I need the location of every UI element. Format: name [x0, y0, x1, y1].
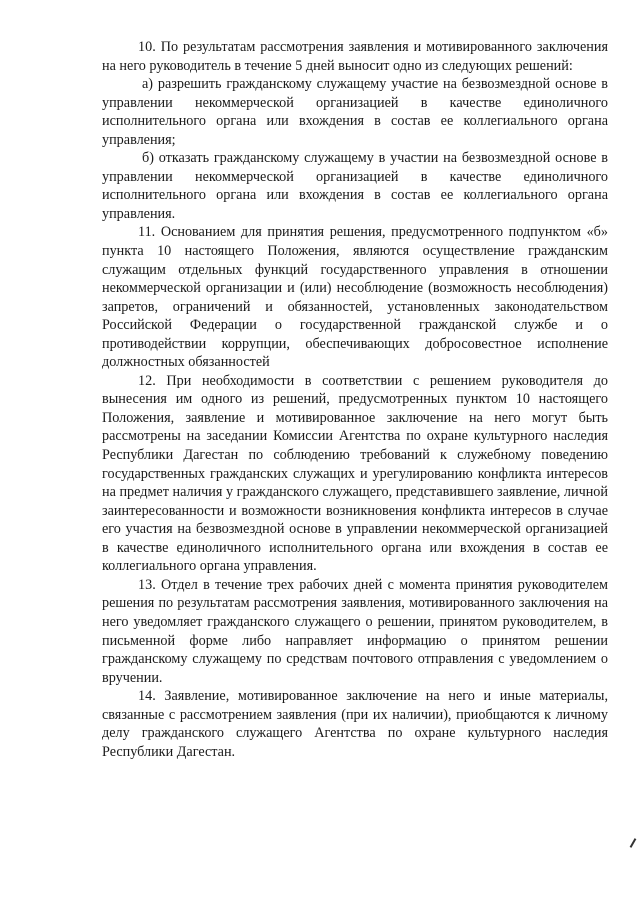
paragraph-12: 12. При необходимости в соответствии с решением руководителя до вынесения им одного из решений, предусмотренных пунктом 10 настоящего Положения, заявление и мотивированное заключение на него могут быть рассмотрены на заседании Комиссии Агентства по охране культурного наследия Республики Дагестан по соблюдению требований к служебному поведению государственных гражданских служащих и урегулированию конфликта интересов на предмет наличия у гражданского служащего, представившего заявление, личной заинтересованности и возможности возникновения конфликта интересов в случае его участия на безвозмездной основе в управлении некоммерческой организацией в качестве единоличного исполнительного органа или вхождения в состав ее коллегиального органа управления.	[102, 372, 608, 575]
paragraph-10: 10. По результатам рассмотрения заявления и мотивированного заключения на него руководитель в течение 5 дней выносит одно из следующих решений:	[102, 39, 608, 74]
paragraph-11: 11. Основанием для принятия решения, предусмотренного подпунктом «б» пункта 10 настоящего Положения, являются осуществление гражданским служащим отдельных функций государственного управления в отношении некоммерческой организации и (или) несоблюдение (возможность несоблюдения) запретов, ограничений и обязанностей, установленных законодательством Российской Федерации о государственной гражданской службе и о противодействии коррупции, обеспечивающих добросовестное исполнение должностных обязанностей	[102, 224, 608, 371]
paragraph-14: 14. Заявление, мотивированное заключение на него и иные материалы, связанные с рассмотрением заявления (при их наличии), приобщаются к личному делу гражданского служащего Агентства по охране культурного наследия Республики Дагестан.	[102, 688, 608, 760]
paragraph-10-a: а) разрешить гражданскому служащему участие на безвозмездной основе в управлении некоммерческой организацией в качестве единоличного исполнительного органа или вхождения в состав ее коллегиального органа управления;	[102, 76, 608, 148]
paragraph-13: 13. Отдел в течение трех рабочих дней с момента принятия руководителем решения по результатам рассмотрения заявления, мотивированного заключения на него уведомляет гражданского служащего о решении, принятом руководителем, в письменной форме либо направляет информацию о принятом решении гражданскому служащему по средствам почтового отправления с уведомлением о вручении.	[102, 576, 608, 686]
document-page	[102, 38, 608, 761]
paragraph-10-b: б) отказать гражданскому служащему в участии на безвозмездной основе в управлении некоммерческой организацией в качестве единоличного исполнительного органа или вхождения в состав ее коллегиального органа управления.	[102, 150, 608, 222]
scan-mark	[630, 838, 637, 848]
